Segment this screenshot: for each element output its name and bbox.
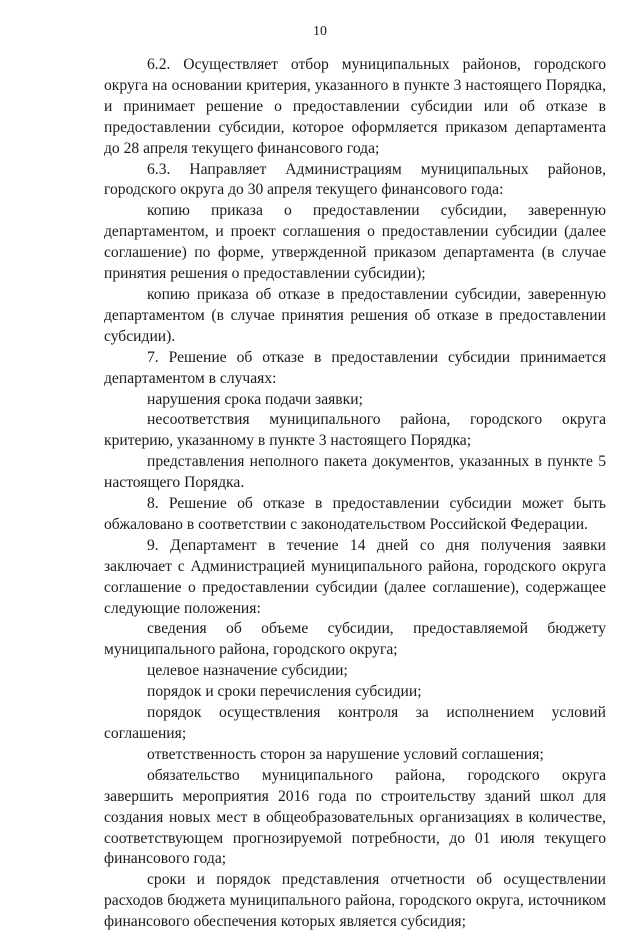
clause-9-item-liability: ответственность сторон за нарушение условий соглашения;	[147, 745, 544, 763]
clause-8: 8. Решение об отказе в предоставлении субсидии может быть обжаловано в соответствии с законодательством Российской Федерации.	[104, 495, 606, 533]
clause-9-item-control: порядок осуществления контроля за исполнением условий соглашения;	[104, 704, 606, 742]
clause-9-item-purpose: целевое назначение субсидии;	[147, 662, 348, 680]
clause-6-3-item-approval-copy: копию приказа о предоставлении субсидии, заверенную департаментом, и проект соглашения о предоставлении субсидии (далее соглашение) по форме, утвержденной приказом департамента (в случае принятия решения о предоставлении субсидии);	[104, 202, 606, 283]
clause-9-item-obligation: обязательство муниципального района, городского округа завершить мероприятия 2016 года по строительству зданий школ для создания новых мест в общеобразовательных организациях в количестве, соответствующем прогнозируемой потребности, до 01 июля текущего финансового года;	[104, 766, 606, 868]
clause-6-3: 6.3. Направляет Администрациям муниципальных районов, городского округа до 30 апреля текущего финансового года:	[104, 160, 606, 199]
document-body	[104, 55, 606, 933]
clause-9-item-transfer: порядок и сроки перечисления субсидии;	[147, 683, 422, 701]
clause-6-3-item-refusal-copy: копию приказа об отказе в предоставлении субсидии, заверенную департаментом (в случае принятия решения об отказе в предоставлении субсидии).	[104, 285, 606, 345]
clause-7-item-documents: представления неполного пакета документов, указанных в пункте 5 настоящего Порядка.	[104, 453, 606, 492]
clause-9-item-reporting: сроки и порядок представления отчетности об осуществлении расходов бюджета муниципального района, городского округа, источником финансового обеспечения которых является субсидия;	[104, 871, 606, 931]
clause-7: 7. Решение об отказе в предоставлении субсидии принимается департаментом в случаях:	[104, 348, 606, 387]
clause-7-item-deadline: нарушения срока подачи заявки;	[147, 390, 363, 408]
clause-9-item-amount: сведения об объеме субсидии, предоставляемой бюджету муниципального района, городского округа;	[104, 620, 606, 659]
page-number: 10	[313, 24, 327, 39]
clause-7-item-criterion: несоответствия муниципального района, городского округа критерию, указанному в пункте 3 настоящего Порядка;	[104, 411, 606, 450]
clause-9: 9. Департамент в течение 14 дней со дня получения заявки заключает с Администрацией муниципального района, городского округа соглашение о предоставлении субсидии (далее соглашение), содержащее следующие положения:	[104, 536, 606, 617]
clause-6-2: 6.2. Осуществляет отбор муниципальных районов, городского округа на основании критерия, указанного в пункте 3 настоящего Порядка, и принимает решение о предоставлении субсидии или об отказе в предоставлении субсидии, которое оформляется приказом департамента до 28 апреля текущего финансового года;	[104, 56, 606, 157]
